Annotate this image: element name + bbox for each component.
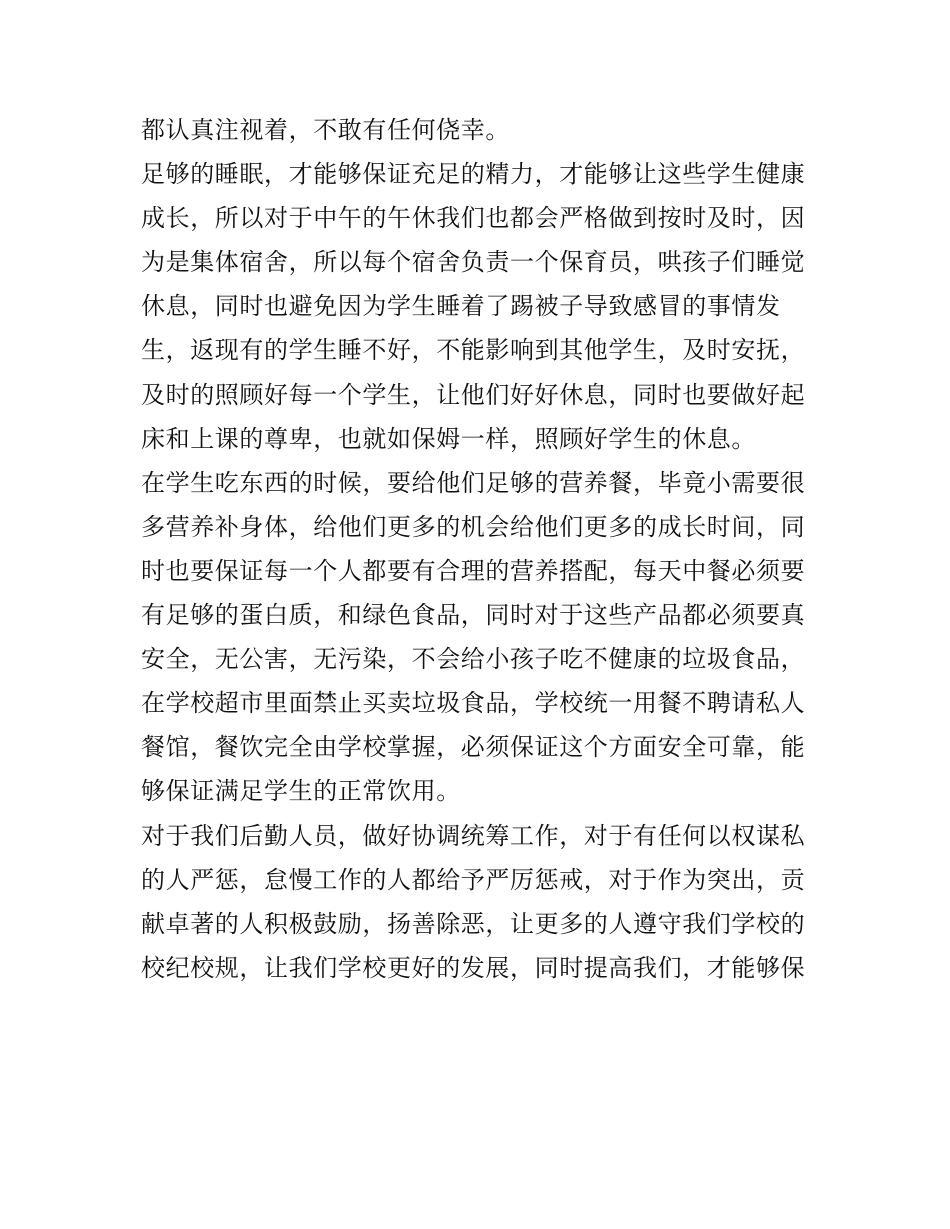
text-line: 生，返现有的学生睡不好，不能影响到其他学生，及时安抚，: [141, 336, 806, 365]
text-line: 的人严惩，怠慢工作的人都给予严厉惩戒，对于作为突出，贡: [141, 865, 806, 894]
text-line: 足够的睡眠，才能够保证充足的精力，才能够让这些学生健康: [141, 160, 806, 189]
text-line: 为是集体宿舍，所以每个宿舍负责一个保育员，哄孩子们睡觉: [141, 248, 806, 277]
text-line: 有足够的蛋白质，和绿色食品，同时对于这些产品都必须要真: [141, 601, 806, 630]
text-line: 在学生吃东西的时候，要给他们足够的营养餐，毕竟小需要很: [141, 468, 806, 497]
text-line: 安全，无公害，无污染，不会给小孩子吃不健康的垃圾食品，: [141, 645, 806, 674]
text-line: 多营养补身体，给他们更多的机会给他们更多的成长时间，同: [141, 512, 806, 541]
text-line: 时也要保证每一个人都要有合理的营养搭配，每天中餐必须要: [141, 556, 806, 585]
document-body: [141, 108, 811, 990]
text-line: 休息，同时也避免因为学生睡着了踢被子导致感冒的事情发: [141, 292, 781, 321]
text-line: 献卓著的人积极鼓励，扬善除恶，让更多的人遵守我们学校的: [141, 909, 806, 938]
text-line: 及时的照顾好每一个学生，让他们好好休息，同时也要做好起: [141, 380, 806, 409]
text-line: 校纪校规，让我们学校更好的发展，同时提高我们，才能够保: [141, 953, 806, 982]
text-line: 够保证满足学生的正常饮用。: [141, 777, 461, 806]
text-line: 床和上课的尊卑，也就如保姆一样，照顾好学生的休息。: [141, 424, 756, 453]
text-line: 成长，所以对于中午的午休我们也都会严格做到按时及时，因: [141, 204, 806, 233]
text-line: 都认真注视着，不敢有任何侥幸。: [141, 116, 510, 144]
text-line: 餐馆，餐饮完全由学校掌握，必须保证这个方面安全可靠，能: [141, 733, 806, 762]
text-line: 对于我们后勤人员，做好协调统筹工作，对于有任何以权谋私: [141, 821, 806, 850]
text-line: 在学校超市里面禁止买卖垃圾食品，学校统一用餐不聘请私人: [141, 689, 806, 718]
